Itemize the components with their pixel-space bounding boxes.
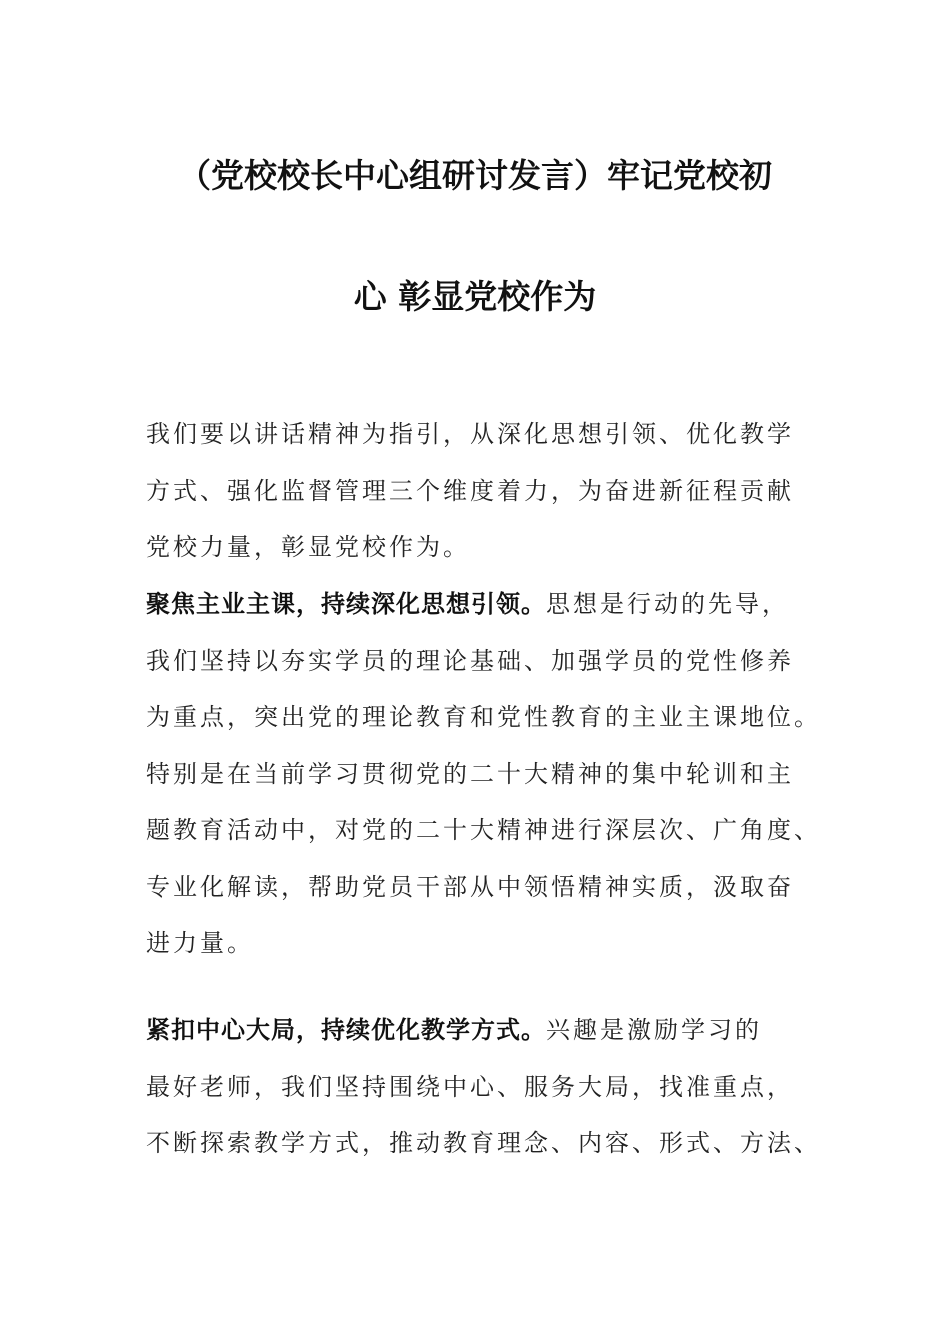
paragraph-line: 特别是在当前学习贯彻党的二十大精神的集中轮训和主: [146, 759, 794, 788]
paragraph-line: 进力量。: [146, 929, 254, 957]
paragraph-line: 方式、强化监督管理三个维度着力，为奋进新征程贡献: [146, 476, 794, 505]
paragraph-first-line: [146, 1002, 836, 1059]
paragraph-line: 不断探索教学方式，推动教育理念、内容、形式、方法、: [146, 1129, 821, 1157]
paragraph-line: 最好老师，我们坚持围绕中心、服务大局，找准重点，: [146, 1072, 794, 1101]
paragraph-first-line: [146, 576, 836, 633]
paragraph-lead-heading: 聚焦主业主课，持续深化思想引领。: [146, 590, 546, 618]
paragraph-lead-heading: 紧扣中心大局，持续优化教学方式。: [146, 1016, 546, 1044]
paragraph-line: 我们坚持以夯实学员的理论基础、加强学员的党性修养: [146, 646, 794, 675]
paragraph-line: 党校力量，彰显党校作为。: [146, 533, 470, 561]
paragraph-teaching-methods: [146, 1002, 836, 1172]
paragraph-first-line-rest: 思想是行动的先导，: [546, 590, 789, 618]
document-title-line-2: 心 彰显党校作为: [353, 277, 597, 316]
document-title-line-1: （党校校长中心组研讨发言）牢记党校初: [178, 156, 772, 195]
paragraph-intro: [146, 406, 836, 576]
paragraph-thought-leadership: [146, 576, 836, 972]
paragraph-line: 我们要以讲话精神为指引，从深化思想引领、优化教学: [146, 420, 794, 448]
paragraph-line: 题教育活动中，对党的二十大精神进行深层次、广角度、: [146, 816, 821, 844]
paragraph-line: 为重点，突出党的理论教育和党性教育的主业主课地位。: [146, 703, 821, 731]
paragraph-line: 专业化解读，帮助党员干部从中领悟精神实质，汲取奋: [146, 872, 794, 901]
paragraph-first-line-rest: 兴趣是激励学习的: [546, 1016, 762, 1044]
